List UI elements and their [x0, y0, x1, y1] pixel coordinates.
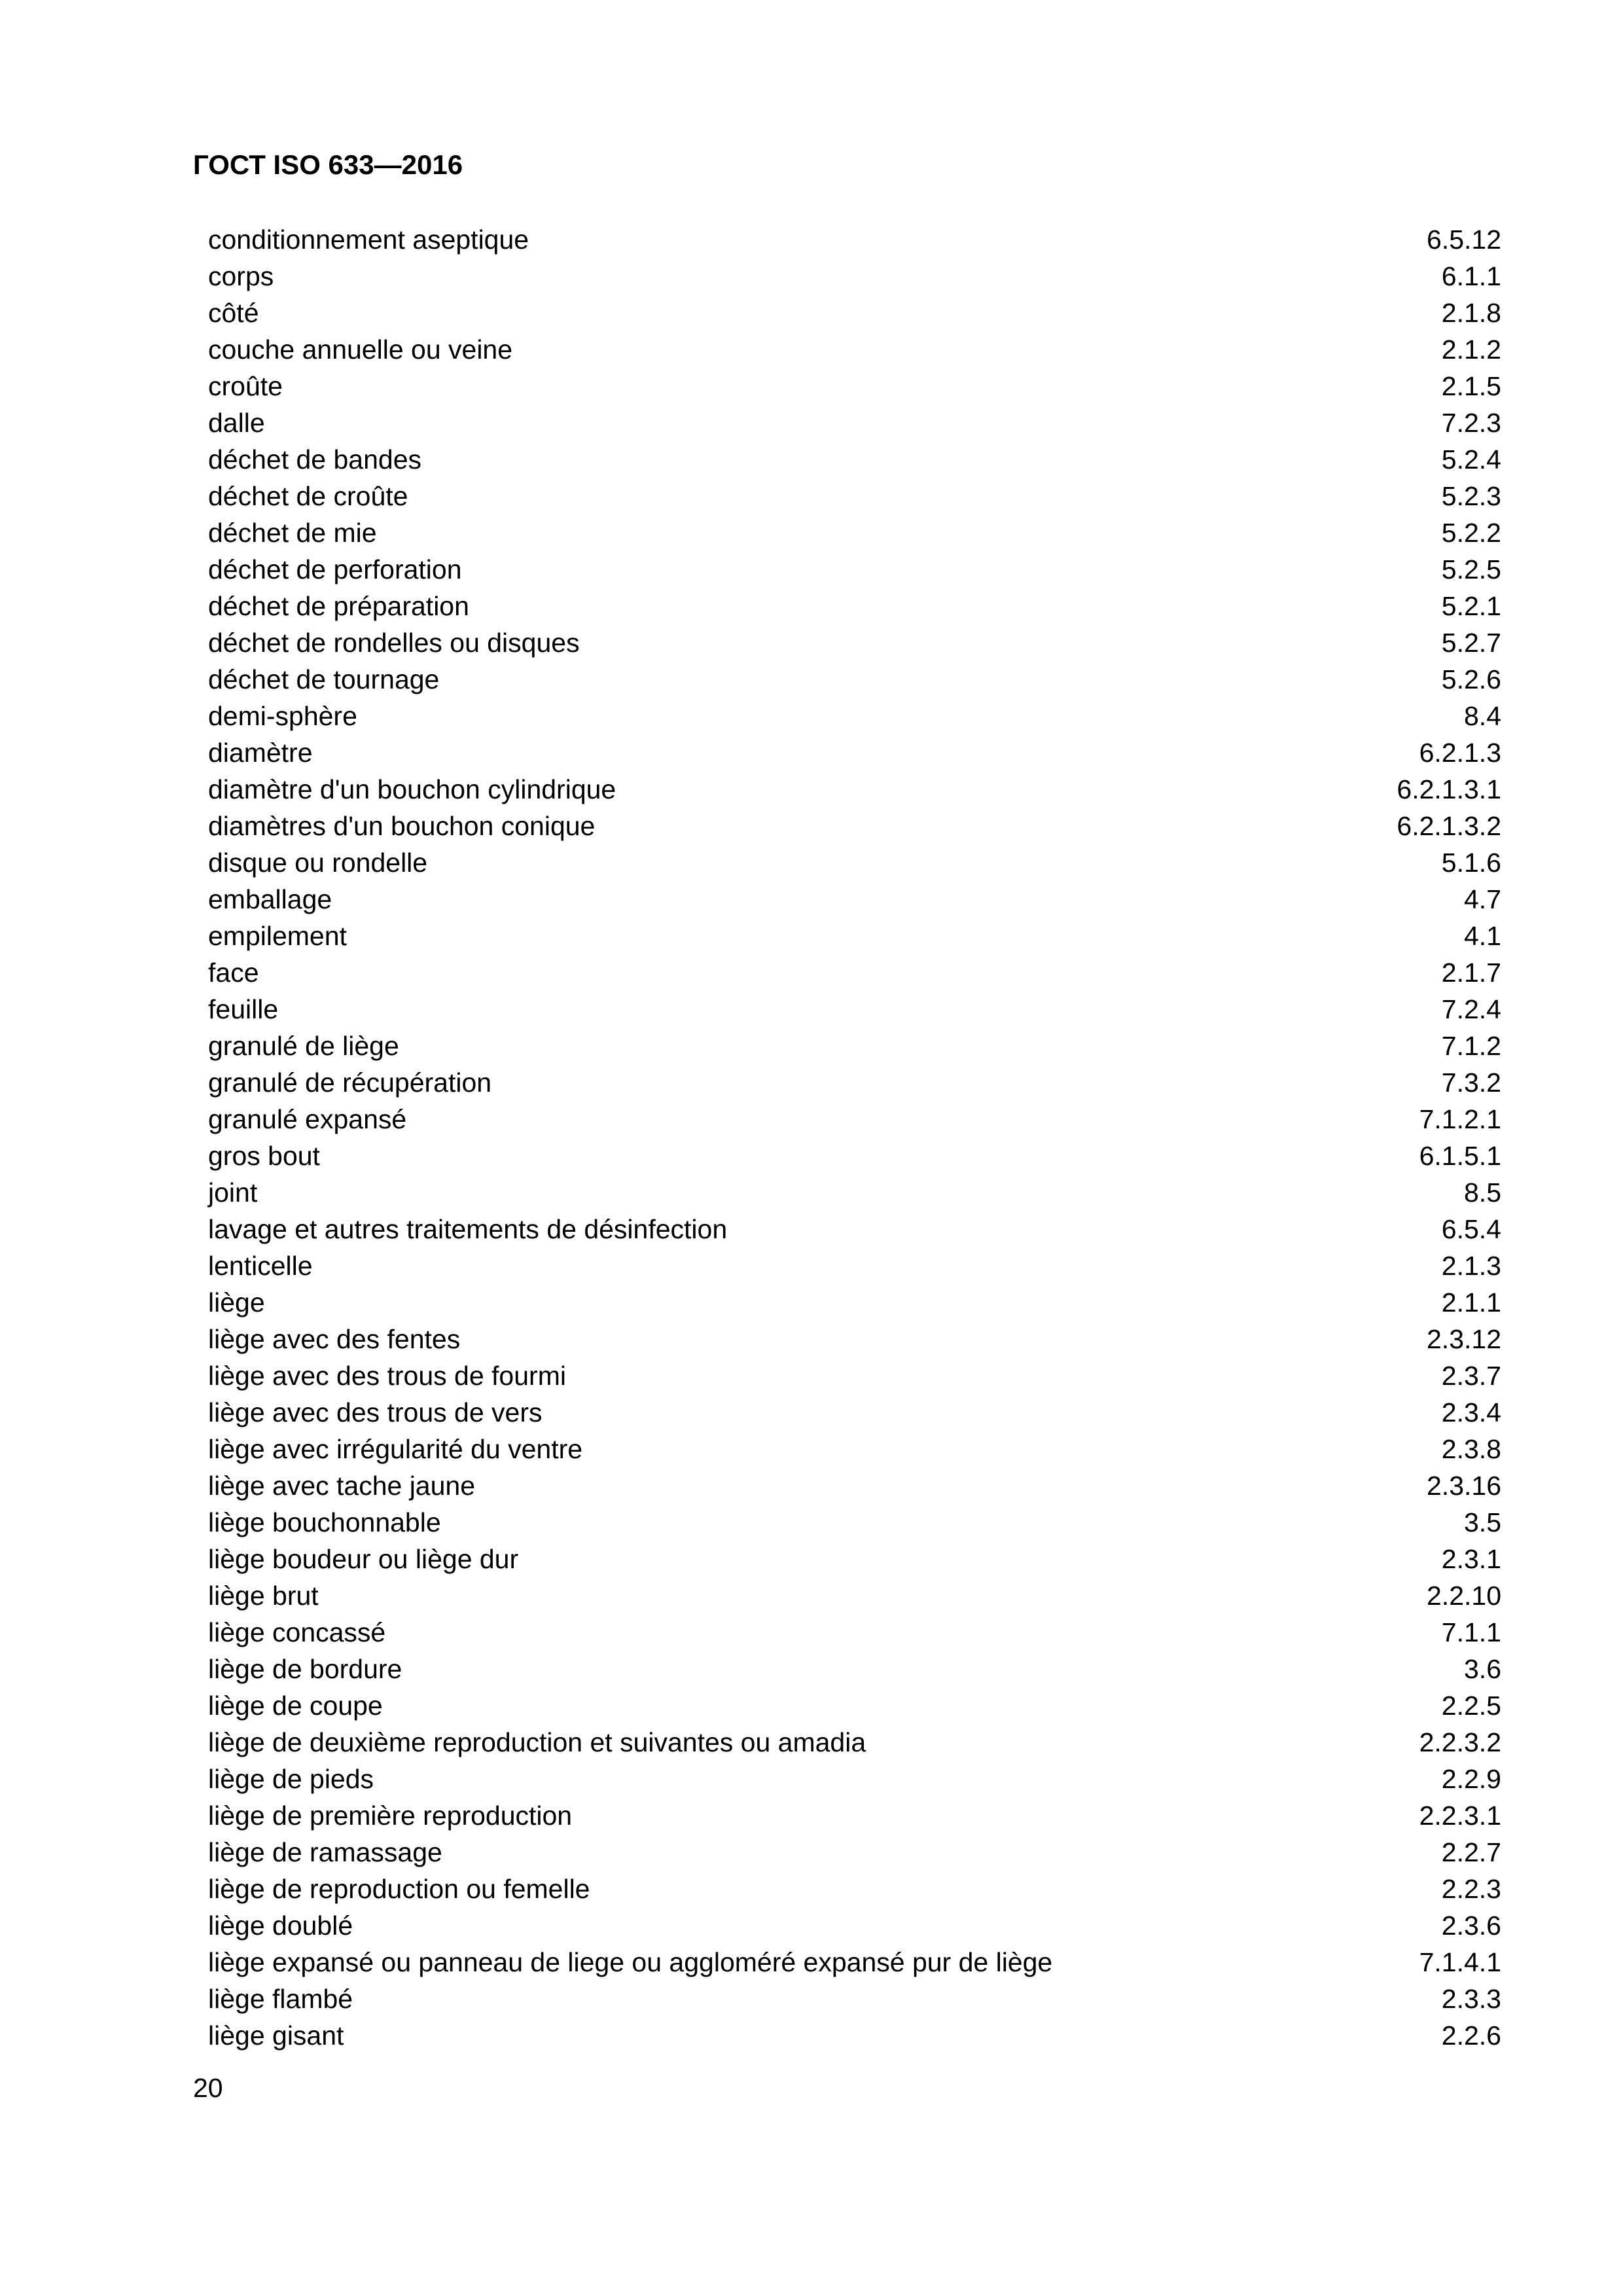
index-term: déchet de préparation [208, 591, 469, 621]
index-entry [208, 1871, 1501, 1907]
index-term: déchet de tournage [208, 664, 440, 694]
index-reference: 2.1.8 [1441, 298, 1501, 328]
index-entry [208, 514, 1501, 551]
index-entry [208, 1064, 1501, 1101]
index-term: liège de reproduction ou femelle [208, 1874, 590, 1904]
index-entry [208, 588, 1501, 624]
index-reference: 2.3.16 [1427, 1471, 1501, 1501]
index-entry [208, 1211, 1501, 1247]
index-reference: 2.2.9 [1441, 1764, 1501, 1794]
index-entry [208, 918, 1501, 954]
index-term: liège de coupe [208, 1691, 383, 1721]
index-reference: 2.3.7 [1441, 1361, 1501, 1391]
index-entry [208, 771, 1501, 808]
index-reference: 7.2.4 [1441, 994, 1501, 1024]
index-reference: 7.2.3 [1441, 408, 1501, 438]
index-reference: 2.3.1 [1441, 1544, 1501, 1574]
index-entry [208, 1431, 1501, 1467]
index-entry [208, 258, 1501, 295]
index-reference: 2.1.7 [1441, 958, 1501, 988]
index-term: liège avec des trous de vers [208, 1397, 543, 1427]
index-term: déchet de croûte [208, 481, 408, 511]
index-entry [208, 1797, 1501, 1834]
index-term: liège concassé [208, 1617, 386, 1647]
index-term: granulé expansé [208, 1104, 407, 1134]
index-entry [208, 954, 1501, 991]
index-entry [208, 1651, 1501, 1687]
index-reference: 6.5.4 [1441, 1214, 1501, 1244]
index-entry [208, 1284, 1501, 1321]
index-entry [208, 1834, 1501, 1871]
index-reference: 6.1.1 [1441, 261, 1501, 291]
index-entry [208, 844, 1501, 881]
index-reference: 5.2.6 [1441, 664, 1501, 694]
index-reference: 6.2.1.3 [1419, 738, 1501, 768]
index-term: liège de ramassage [208, 1837, 442, 1867]
index-reference: 5.2.7 [1441, 628, 1501, 658]
index-term: couche annuelle ou veine [208, 334, 513, 365]
index-entry [208, 1577, 1501, 1614]
index-reference: 2.3.8 [1441, 1434, 1501, 1464]
index-term: lenticelle [208, 1251, 313, 1281]
index-term: liège avec des fentes [208, 1324, 461, 1354]
index-entry [208, 1101, 1501, 1138]
index-term: face [208, 958, 259, 988]
index-term: liège brut [208, 1581, 319, 1611]
index-entry [208, 1028, 1501, 1064]
index-entry [208, 221, 1501, 258]
document-header: ГОСТ ISO 633—2016 [193, 149, 463, 180]
page-number: 20 [193, 2073, 223, 2103]
index-reference: 7.1.2 [1441, 1031, 1501, 1061]
index-reference: 2.3.4 [1441, 1397, 1501, 1427]
index-reference: 2.1.2 [1441, 334, 1501, 365]
index-entry [208, 1687, 1501, 1724]
index-entry [208, 2017, 1501, 2054]
index-entry [208, 1174, 1501, 1211]
index-entry [208, 661, 1501, 698]
index-reference: 4.1 [1464, 921, 1501, 951]
index-reference: 7.1.4.1 [1419, 1947, 1501, 1977]
index-term: granulé de récupération [208, 1067, 492, 1098]
index-term: déchet de bandes [208, 444, 421, 475]
index-reference: 5.1.6 [1441, 848, 1501, 878]
index-term: liège de deuxième reproduction et suivantes ou amadia [208, 1727, 866, 1757]
index-term: diamètres d'un bouchon conique [208, 811, 596, 841]
index-entry [208, 1394, 1501, 1431]
index-term: liège de pieds [208, 1764, 374, 1794]
index-term: liège avec des trous de fourmi [208, 1361, 566, 1391]
index-reference: 3.6 [1464, 1654, 1501, 1684]
index-entry [208, 1614, 1501, 1651]
index-reference: 4.7 [1464, 884, 1501, 914]
index-term: liège de bordure [208, 1654, 402, 1684]
index-entry [208, 295, 1501, 331]
index-term: granulé de liège [208, 1031, 399, 1061]
index-entry [208, 991, 1501, 1028]
index-reference: 6.2.1.3.1 [1397, 774, 1501, 804]
index-reference: 3.5 [1464, 1507, 1501, 1537]
index-entry [208, 1247, 1501, 1284]
index-term: gros bout [208, 1141, 320, 1171]
index-term: empilement [208, 921, 347, 951]
index-reference: 2.3.3 [1441, 1984, 1501, 2014]
index-term: lavage et autres traitements de désinfection [208, 1214, 728, 1244]
index-reference: 6.1.5.1 [1419, 1141, 1501, 1171]
index-term: liège boudeur ou liège dur [208, 1544, 519, 1574]
index-term: liège bouchonnable [208, 1507, 441, 1537]
index-reference: 7.1.2.1 [1419, 1104, 1501, 1134]
index-reference: 2.3.12 [1427, 1324, 1501, 1354]
index-entry [208, 1357, 1501, 1394]
index-entry [208, 404, 1501, 441]
index-term: déchet de mie [208, 518, 377, 548]
index-entry [208, 1504, 1501, 1541]
index-reference: 5.2.3 [1441, 481, 1501, 511]
index-term: corps [208, 261, 274, 291]
index-entry [208, 1724, 1501, 1761]
index-term: liège gisant [208, 2020, 344, 2051]
index-entry [208, 808, 1501, 844]
index-entry [208, 1541, 1501, 1577]
index-reference: 2.1.5 [1441, 371, 1501, 401]
index-entry [208, 551, 1501, 588]
index-term: liège flambé [208, 1984, 353, 2014]
index-reference: 2.1.1 [1441, 1287, 1501, 1318]
index-term: conditionnement aseptique [208, 224, 529, 255]
index-entry [208, 881, 1501, 918]
index-term: disque ou rondelle [208, 848, 428, 878]
term-index-list [208, 221, 1501, 2054]
index-reference: 5.2.2 [1441, 518, 1501, 548]
index-entry [208, 478, 1501, 514]
index-reference: 2.1.3 [1441, 1251, 1501, 1281]
index-term: dalle [208, 408, 265, 438]
index-term: liège doublé [208, 1910, 353, 1941]
index-entry [208, 368, 1501, 404]
index-term: déchet de perforation [208, 554, 462, 584]
index-entry [208, 1944, 1501, 1981]
index-term: demi-sphère [208, 701, 357, 731]
index-entry [208, 1467, 1501, 1504]
index-term: feuille [208, 994, 279, 1024]
index-term: croûte [208, 371, 283, 401]
index-entry [208, 698, 1501, 734]
index-term: liège expansé ou panneau de liege ou aggloméré expansé pur de liège [208, 1947, 1053, 1977]
index-entry [208, 624, 1501, 661]
index-reference: 5.2.5 [1441, 554, 1501, 584]
index-reference: 2.2.5 [1441, 1691, 1501, 1721]
index-reference: 5.2.4 [1441, 444, 1501, 475]
index-reference: 2.2.7 [1441, 1837, 1501, 1867]
index-reference: 2.2.3.1 [1419, 1801, 1501, 1831]
index-entry [208, 1981, 1501, 2017]
index-reference: 2.2.6 [1441, 2020, 1501, 2051]
index-entry [208, 441, 1501, 478]
index-reference: 2.2.10 [1427, 1581, 1501, 1611]
index-reference: 2.2.3.2 [1419, 1727, 1501, 1757]
index-reference: 8.5 [1464, 1177, 1501, 1208]
index-reference: 7.3.2 [1441, 1067, 1501, 1098]
index-term: diamètre [208, 738, 313, 768]
index-term: liège avec irrégularité du ventre [208, 1434, 583, 1464]
index-term: déchet de rondelles ou disques [208, 628, 580, 658]
index-reference: 6.2.1.3.2 [1397, 811, 1501, 841]
index-term: diamètre d'un bouchon cylindrique [208, 774, 616, 804]
index-term: liège [208, 1287, 265, 1318]
index-term: liège de première reproduction [208, 1801, 573, 1831]
index-term: liège avec tache jaune [208, 1471, 476, 1501]
index-entry [208, 331, 1501, 368]
index-entry [208, 1138, 1501, 1174]
index-term: emballage [208, 884, 332, 914]
index-entry [208, 1761, 1501, 1797]
index-term: côté [208, 298, 259, 328]
index-reference: 5.2.1 [1441, 591, 1501, 621]
index-entry [208, 1321, 1501, 1357]
index-reference: 8.4 [1464, 701, 1501, 731]
index-entry [208, 1907, 1501, 1944]
index-term: joint [208, 1177, 258, 1208]
index-reference: 6.5.12 [1427, 224, 1501, 255]
index-entry [208, 734, 1501, 771]
index-reference: 2.2.3 [1441, 1874, 1501, 1904]
index-reference: 2.3.6 [1441, 1910, 1501, 1941]
index-reference: 7.1.1 [1441, 1617, 1501, 1647]
